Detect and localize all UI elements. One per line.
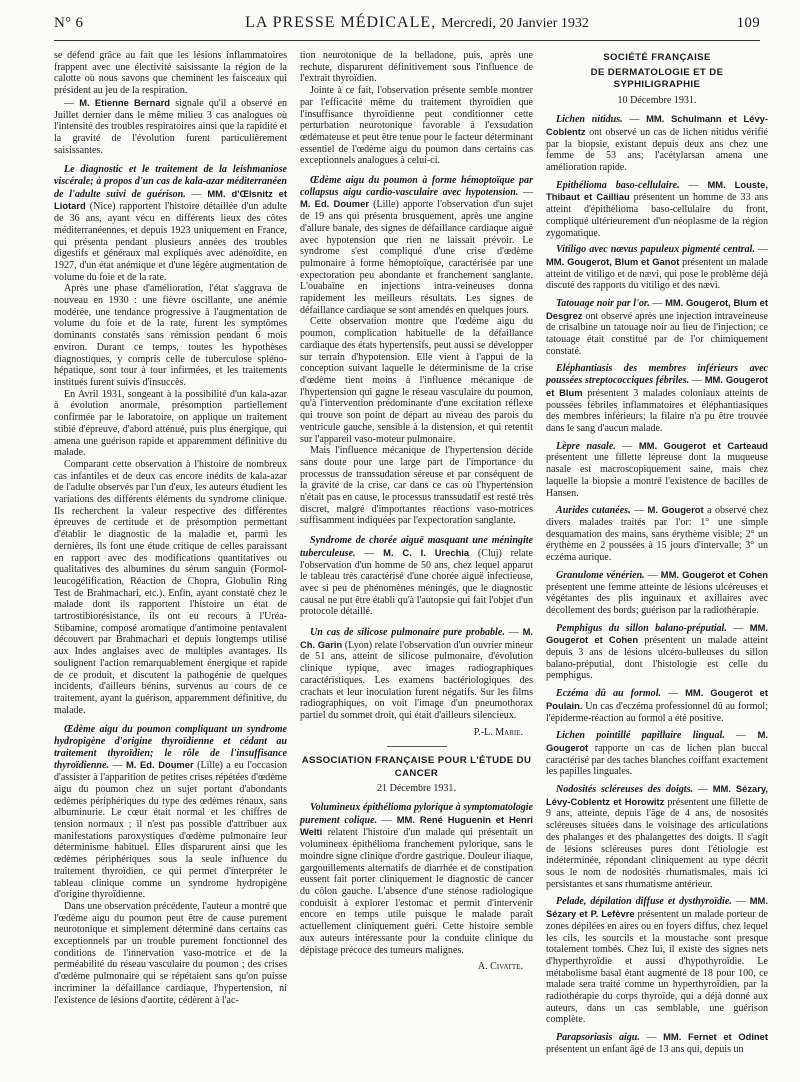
communication-title: Pelade, dépilation diffuse et dysthyroïdie. xyxy=(556,896,732,908)
paragraph-text: (Lille) apporte l'observation d'un sujet de 19 ans qui présenta brusquement, après une angine d'allure banale, des signes de défaillance cardiaque aiguë avec hypotension que rien ne laissait prévoir. Le syndrome s'est compliqué d'une crise d'œdème pulmonaire à forme hémoptoïque, caractérisée par une expectoration peu abondante et franchement sanglante. L'ouabaïne en injections intra-veineuses donna rapidement les meilleurs résultats. Les signes de défaillance cardiaque se sont amendés en quelques jours. xyxy=(300,199,533,316)
journal-title xyxy=(134,14,700,32)
paragraph-text: (Nice) rapportent l'histoire détaillée d'un adulte de 36 ans, ayant vécu en différents lieux des côtes méditerranéennes, et depuis 1923 uniquement en France, qui présenta pendant plusieurs années des troubles digestifs et généraux mal expliqués avec adénoïdite, en 1927, d'un état anémique et d'une légère augmentation de volume du foie et de la rate. xyxy=(54,201,287,283)
communication: Nodosités scléreuses des doigts. — MM. Sézary, Lévy-Coblentz et Horowitz présentent une fillette de 9 ans, atteinte, depuis l'âge de 4 ans, de nososités scléreuses situées dans le voisinage des articulations des phalanges et des phalangettes des doigts. Il s'agit de lésions scléreuses pures dont l'étiologie est indéterminée, répondant cliniquement au type décrit sous le nom de nodosités rhumatismales, mais ici persistantes et sans rhumatisme antérieur. xyxy=(546,783,769,890)
paragraph-text: présentent 3 malades coloniaux atteints de poussées fébriles inflammatoires et éléphantiasiques des membres inférieurs; la filaire n'a pu être trouvée dans le sang d'aucun malade. xyxy=(546,387,769,435)
communication-title: Nodosités scléreuses des doigts. xyxy=(556,784,693,796)
paragraph: En Avril 1931, songeant à la possibilité d'un kala-azar à évolution anormale, présomption partiellement confirmée par le laboratoire, on applique un traitement stibié d'épreuve, d'abord atténué, puis plus énergique, qui amena une guérison rapide et apparemment définitive du malade. xyxy=(54,388,287,459)
communication-title: Œdème aigu du poumon compliquant un syndrome hydropigène d'origine thyroïdienne et cédant au traitement thyroïdien; le rôle de l'insuffisance thyroïdienne. xyxy=(54,724,287,772)
author-names: M. Gougerot xyxy=(647,504,704,516)
section-date: 10 Décembre 1931. xyxy=(617,94,697,106)
paragraph-text: présentent un malade porteur de zones dépilées en aires ou en foyers diffus, chez lequel les cils, les sourcils et la moustache sont presque totalement tombés. Chez lui, il existe des signes nets d'hyperthyroïdie et aussi d'hypothyroïdie. Le métabolisme basal étant augmenté de 18 pour 100, ce malade sera traité comme un hyperthyroïdien, par la radiothérapie du corps thyroïde, qui a déjà donné aux auteurs, dans un cas semblable, une guérison complète. xyxy=(546,909,768,1026)
journal-name: LA PRESSE MÉDICALE, xyxy=(245,14,437,31)
author-names: MM. Louste, Thibaut et Cailliau xyxy=(546,178,768,203)
communication-title: Syndrome de chorée aiguë masquant une méningite tuberculeuse. xyxy=(300,535,533,559)
author-names: M. Ed. Doumer xyxy=(126,759,194,771)
communication: Granulome vénérien. — MM. Gougerot et Cohen présentent une femme atteinte de lésions ulcéreuses et végétantes des plis inguinaux et axillaires avec décollement des bords; guérison par la radiothérapie. xyxy=(546,568,768,616)
author-names: M. Ed. Doumer xyxy=(300,198,369,210)
communication: Parapsoriasis aigu. — MM. Fernet et Odinet présentent un enfant âgé de 13 ans qui, depuis un xyxy=(546,1031,768,1055)
communication: Le diagnostic et le traitement de la leishmaniose viscérale; à propos d'un cas de kala-azar méditerranéen de l'adulte suivi de guérison. — MM. d'Œlsnitz et Liotard (Nice) rapportent l'histoire détaillée d'un adulte de 36 ans, ayant vécu en différents lieux des côtes méditerranéennes, et depuis 1923 uniquement en France, qui présenta pendant plusieurs années des troubles digestifs et généraux mal expliqués avec adénoïdite, en 1927, d'un état anémique et d'une légère augmentation de volume du foie et de la rate. xyxy=(54,164,287,283)
author-names: MM. Sézary, Lévy-Coblentz et Horowitz xyxy=(546,783,769,807)
communication: Aurides cutanées. — M. Gougerot a observé chez divers malades traités par l'or: 1° une simple desquamation des mains, sans érythème visible; 2° un érythème en 2 poussées à 15 jours d'intervalle; 3° un eczéma aurique. xyxy=(546,504,769,564)
paragraph: tion neurotonique de la belladone, puis, après une rechute, disparurent définitivement sous l'influence de l'extrait thyroïdien. xyxy=(300,50,533,85)
communication-title: Granulome vénérien. xyxy=(556,569,645,581)
communication: Syndrome de chorée aiguë masquant une méningite tuberculeuse. — M. C. I. Urechia (Cluj) relate l'observation d'un homme de 50 ans, chez lequel apparut le tableau très caractérisé d'une chorée aiguë infectieuse, avec si peu de phénomènes méningés, que le diagnostic causal ne put être établi qu'à l'autopsie qui fait l'objet d'un protocole détaillé. xyxy=(300,535,533,618)
communication-title: Eczéma dû au formol. xyxy=(556,688,662,700)
paragraph-text: présentent un enfant âgé de 13 ans qui, depuis un xyxy=(546,1043,744,1055)
paragraph-text: (Lille) a eu l'occasion d'assister à l'apparition de petites crises répétées d'œdème aigu du poumon chez un sujet portant d'abondants œdèmes périphériques du type des œdèmes rénaux, sans albuminurie. Le cœur était normal et les chiffres de tension normaux ; il n'est pas possible d'attribuer aux manifestations paroxystiques d'œdème pulmonaire leur déterminisme habituel. Elles disparurent ainsi que les œdèmes périphériques sous la seule influence du traitement thyroïdien, ce qui permet d'interpréter le tableau clinique comme un syndrome hydropigène d'origine thyroïdienne. xyxy=(54,760,287,901)
communication: Volumineux épithélioma pylorique à symptomatologie purement colique. — MM. René Huguenin et Henri Welti relatent l'histoire d'un malade qui présentait un volumineux épithélioma franchement pylorique, sans le moindre signe clinique d'ordre gastrique. Douleur iliaque, gargouillements alternatifs de diarrhée et de constipation eussent fait porter cliniquement le diagnostic de cancer du côlon gauche. L'absence d'une sténose radiologique conduisit à explorer l'estomac et permit d'intervenir encore en temps utile puisque le malade paraît actuellement cliniquement guéri. Cette histoire semble aux auteurs intéressante pour la conduite clinique du dépistage précoce des tumeurs malignes. xyxy=(300,802,534,956)
communication-title: Epithélioma baso-cellulaire. xyxy=(556,179,680,191)
paragraph-text: (Cluj) relate l'observation d'un homme de 50 ans, chez lequel apparut le tableau très caractérisé d'une chorée aiguë infectieuse, avec si peu de phénomènes méningés, que le diagnostic causal ne put être établi qu'à l'autopsie qui fait l'objet d'un protocole détaillé. xyxy=(300,547,533,618)
author-names: MM. Sézary et P. Lefèvre xyxy=(546,895,768,920)
section-heading: SOCIÉTÉ FRANÇAISE xyxy=(603,52,711,63)
paragraph-text: ont observé un cas de lichen nitidus vérifié par la biopsie, existant depuis deux ans chez une femme de 53 ans; l'acétylarsan amena une amélioration rapide. xyxy=(546,126,768,174)
communication-title: Tatouage noir par l'or. xyxy=(556,298,650,310)
paragraph: Mais l'influence mécanique de l'hypertension décide sans doute pour une large part de l'importance du processus de transsudation séreuse et par conséquent de la gravité de la crise, car dans ce cas où l'hypertension n'était pas en cause, le processus transsudatif est resté très discret, malgré d'importantes réactions vaso-motrices suffisamment indiquées par l'expectoration sanglante. xyxy=(300,445,533,527)
column-left xyxy=(54,50,287,1006)
author-names: MM. Gougerot, Blum et Desgrez xyxy=(546,297,768,321)
author-names: M. C. I. Urechia xyxy=(383,546,470,558)
paragraph-text: présentent un malade atteint depuis 3 ans de lésions ulcéro-bulleuses du sillon balano-préputial, dont l'histologie est celle du pemphigus. xyxy=(546,635,768,682)
paragraph-text: relatent l'histoire d'un malade qui présentait un volumineux épithélioma franchement pylorique, sans le moindre signe clinique d'ordre gastrique. Douleur iliaque, gargouillements alternatifs de diarrhée et de constipation eussent fait porter cliniquement le diagnostic de cancer du côlon gauche. L'absence d'une sténose radiologique conduisit à explorer l'estomac et permit d'intervenir encore en temps utile puisque le malade paraît actuellement cliniquement guéri. Cette histoire semble aux auteurs intéressante pour la conduite clinique du dépistage précoce des tumeurs malignes. xyxy=(300,827,534,956)
paragraph-text: signale qu'il a observé en Juillet dernier dans le même milieu 3 cas analogues où l'intensité des troubles respiratoires ainsi que la rapidité et la gravité de l'évolution furent particulièrement saisissantes. xyxy=(54,97,288,156)
communication: Pelade, dépilation diffuse et dysthyroïdie. — MM. Sézary et P. Lefèvre présentent un malade porteur de zones dépilées en aires ou en foyers diffus, chez lequel les cils, les sourcils et la moustache sont presque totalement tombés. Chez lui, il existe des signes nets d'hyperthyroïdie et aussi d'hypothyroïdie. Le métabolisme basal étant augmenté de 18 pour 100, ce malade sera traité comme un hyperthyroïdien, par la radiothérapie du corps thyroïde, qui a déjà donné aux auteurs, dans un cas semblable, une guérison complète. xyxy=(546,895,768,1026)
issue-number: N° 6 xyxy=(54,15,84,31)
communication: Eléphantiasis des membres inférieurs avec poussées streptococciques fébriles. — MM. Gougerot et Blum présentent 3 malades coloniaux atteints de poussées fébriles inflammatoires et éléphantiasiques des membres inférieurs; la filaire n'a pu être trouvée dans le sang d'aucun malade. xyxy=(546,362,769,435)
communication-title: Aurides cutanées. xyxy=(556,505,631,517)
section-heading: ASSOCIATION FRANÇAISE POUR L'ÉTUDE DU CANCER xyxy=(301,755,532,779)
communication: Œdème aigu du poumon à forme hémoptoïque par collapsus aigu cardio-vasculaire avec hypotension. — M. Ed. Doumer (Lille) apporte l'observation d'un sujet de 19 ans qui présenta brusquement, après une angine d'allure banale, des signes de défaillance cardiaque aiguë avec hypotension que rien ne laissait prévoir. Le syndrome s'est compliqué d'une crise d'œdème pulmonaire à forme hémoptoïque, caractérisée par une expectoration peu abondante et franchement sanglante. L'ouabaïne en injections intra-veineuses donna rapidement les meilleurs résultats. Les signes de défaillance cardiaque se sont amendés en quelques jours. xyxy=(300,175,533,316)
author-names: MM. d'Œlsnitz et Liotard xyxy=(54,187,287,212)
paragraph: Dans une observation précédente, l'auteur a montré que l'œdème aigu du poumon peut être de cause purement neurotonique et simplement déterminé dans certains cas exceptionnels par un trouble purement fonctionnel des conditions de l'innervation vaso-motrice et de la perméabilité du réseau vasculaire du poumon ; des crises d'œdème pulmonaire qui se répétaient sans qu'on puisse incriminer la défaillance cardiaque, l'hypertension, ni l'existence de lésions d'aortite, cédèrent à l'ac- xyxy=(54,900,287,1006)
communication: Œdème aigu du poumon compliquant un syndrome hydropigène d'origine thyroïdienne et cédant au traitement thyroïdien; le rôle de l'insuffisance thyroïdienne. — M. Ed. Doumer (Lille) a eu l'occasion d'assister à l'apparition de petites crises répétées d'œdème aigu du poumon chez un sujet portant d'abondants œdèmes périphériques du type des œdèmes rénaux, sans albuminurie. Le cœur était normal et les chiffres de tension normaux ; il n'est pas possible d'attribuer aux manifestations paroxystiques d'œdème pulmonaire leur déterminisme habituel. Elles disparurent ainsi que les œdèmes périphériques sous la seule influence du traitement thyroïdien, ce qui permet d'interpréter le tableau clinique comme un syndrome hydropigène d'origine thyroïdienne. xyxy=(54,724,287,901)
author-names: M. Gougerot xyxy=(546,729,768,753)
communication: Eczéma dû au formol. — MM. Gougerot et Poulain. Un cas d'eczéma professionnel dû au formol; l'épiderme-réaction au formol a été positive. xyxy=(546,687,769,724)
communication-title: Lèpre nasale. xyxy=(556,440,616,452)
communication: Epithélioma baso-cellulaire. — MM. Louste, Thibaut et Cailliau présentent un homme de 33 ans atteint d'épithélioma baso-cellulaire du front, compliqué ultérieurement d'un néoplasme de la région zygomatique. xyxy=(546,178,768,239)
paragraph: Comparant cette observation à l'histoire de nombreux cas infantiles et de deux cas encore inédits de kala-azar de l'adulte observés par l'un d'eux, les auteurs étudient les variations des différents éléments du syndrome clinique. Ils recherchent la valeur respective des différentes épreuves de certitude et de présomption permettant d'établir le diagnostic de la maladie et, parmi les dernières, ils font une étude critique de celles paraissant en rapport avec des modifications quantitatives ou qualitatives des albumines du sérum sanguin (Formol-leucogélification, Réaction de Chopra, Globulin Ring Test de Brahmachari, etc.). Enfin, ayant constaté chez le malade dont ils rapportent l'histoire un état de tartrostibiorésistance, ils ont eu recours à l'Uréa-Stibamine, composé aromatique d'antimoine pentavalent découvert par Brahmachari et depuis longtemps utilisé aux Indes anglaises avec de multiples avantages. Ils soulignent l'action remarquablement énergique et rapide de ce produit, et discutent la pathogénie de quelques incidents, d'ailleurs bénins, survenus au cours de ce traitement, ayant la guérison, apparemment définitive, du malade. xyxy=(54,458,287,716)
paragraph-text: (Lyon) relate l'observation d'un ouvrier mineur de 51 ans, atteint de silicose pulmonaire, d'évolution clinique typique, avec images radiographiques caractéristiques. Les examens bactériologiques des crachats et leur inoculation furent négatifs. Sur les films radiographiques, on voit l'image d'un pneumothorax partiel du sommet droit, qui était d'ailleurs silencieux. xyxy=(300,639,533,721)
author-names: MM. Gougerot, Blum et Ganot xyxy=(546,255,680,267)
author-names: MM. Gougerot et Poulain. xyxy=(546,687,769,711)
author-names: MM. René Huguenin et Henri Welti xyxy=(300,813,533,838)
page-number: 109 xyxy=(736,15,760,31)
communication: Lichen pointillé papillaire lingual. — M. Gougerot rapporte un cas de lichen plan buccal caractérisé par des taches blanches coiffant exactement les papilles linguales. xyxy=(546,729,768,778)
paragraph-text: présentent une femme atteinte de lésions ulcéreuses et végétantes des plis inguinaux et axillaires avec décollement des bords; guérison par la radiothérapie. xyxy=(546,581,768,616)
paragraph-text: rapporte un cas de lichen plan buccal caractérisé par des taches blanches coiffant exactement les papilles linguales. xyxy=(546,742,768,778)
communication: Tatouage noir par l'or. — MM. Gougerot, Blum et Desgrez ont observé après une injection intraveineuse de crisalbine un tatouage noir au lieu de l'injection; ce tatouage était constitué par de l'or chimiquement constaté. xyxy=(546,297,769,357)
communication-title: Eléphantiasis des membres inférieurs avec poussées streptococciques fébriles. xyxy=(546,362,768,387)
signature: A. Civatte. xyxy=(477,961,523,973)
communication: Lichen nitidus. — MM. Schulmann et Lévy-Coblentz ont observé un cas de lichen nitidus vérifié par la biopsie, existant depuis deux ans chez une femme de 53 ans; l'acétylarsan amena une amélioration rapide. xyxy=(546,113,768,174)
author-names: MM. Gougerot et Cohen xyxy=(660,568,768,580)
author-names: M. Ch. Garin xyxy=(300,626,533,650)
author-names: M. Etienne Bernard xyxy=(79,96,171,108)
author-names: MM. Gougerot et Cohen xyxy=(546,621,768,646)
communication-title: Le diagnostic et le traitement de la leishmaniose viscérale; à propos d'un cas de kala-azar méditerranéen de l'adulte suivi de guérison. xyxy=(54,164,287,200)
paragraph-text: présentent une fillette lépreuse dont la muqueuse nasale est macroscopiquement saine, mais chez laquelle la biopsie a montré l'existence de bacilles de Hansen. xyxy=(546,452,768,499)
communication: Pemphigus du sillon balano-préputial. — MM. Gougerot et Cohen présentent un malade atteint depuis 3 ans de lésions ulcéro-bulleuses du sillon balano-préputial, dont l'histologie est celle du pemphigus. xyxy=(546,621,768,682)
author-names: MM. Gougerot et Blum xyxy=(546,374,769,398)
section-heading: DE DERMATOLOGIE ET DE SYPHILIGRAPHIE xyxy=(590,66,724,90)
section-divider xyxy=(387,746,447,747)
column-right xyxy=(546,50,768,1056)
paragraph: Après une phase d'amélioration, l'état s'aggrava de nouveau en 1930 : une fièvre oscillante, une anémie modérée, une tendance progressive à l'augmentation de volume du foie et de la rate, furent les symptômes dominants constatés sans rémission pendant 6 mois environ. Durant ce temps, toutes les hypothèses diagnostiques, y compris celle de tuberculose spléno-hépatique, sont tour à tour infirmées, et les traitements institués furent suivis d'insuccès. xyxy=(54,283,287,388)
section-date: 21 Décembre 1931. xyxy=(377,783,456,795)
communication-title: Pemphigus du sillon balano-préputial. xyxy=(556,622,727,634)
paragraph-text: présentent un homme de 33 ans atteint d'épithélioma baso-cellulaire du front, compliqué ultérieurement d'un néoplasme de la région zygomatique. xyxy=(546,192,768,239)
communication-title: Un cas de silicose pulmonaire pure probable. xyxy=(310,627,505,639)
communication: Vitiligo avec nævus papuleux pigmenté central. — MM. Gougerot, Blum et Ganot présentent un malade atteint de vitiligo et de nævi, qui pose le problème déjà discuté des rapports du vitiligo et des nævi. xyxy=(546,244,769,292)
issue-date: Mercredi, 20 Janvier 1932 xyxy=(441,16,589,31)
paragraph-text: Un cas d'eczéma professionnel dû au formol; l'épiderme-réaction au formol a été positive. xyxy=(546,700,768,724)
communication-title: Volumineux épithélioma pylorique à symptomatologie purement colique. xyxy=(300,802,533,826)
communication-title: Vitiligo avec nævus papuleux pigmenté central. xyxy=(556,244,755,256)
communication-title: Lichen nitidus. xyxy=(556,114,623,126)
author-names: MM. Schulmann et Lévy-Coblentz xyxy=(546,113,768,137)
paragraph: se défend grâce au fait que les lésions inflammatoires frappent avec une électivité saisissante la région de la calotte où nous savons que cheminent les faisceaux qui président au jeu de la respiration. xyxy=(54,50,287,97)
signature: P.-L. Marie. xyxy=(473,726,523,738)
running-header xyxy=(54,14,760,41)
paragraph: Cette observation montre que l'œdème aigu du poumon, complication habituelle de la défaillance cardiaque des états hypertensifs, peut aussi se développer sur terrain d'hypotension. Elle vient à l'appui de la conception suivant laquelle le déterminisme de la crise d'œdème tient moins à l'influence mécanique de l'hypertension qui gagne le réseau vasculaire du poumon, qu'à l'intervention prédominante d'une excitation réflexe qui trouve son point de départ au niveau des parois du ventricule gauche, sensible à la distension, et qui retentit sur l'appareil vaso-moteur pulmonaire. xyxy=(300,316,533,445)
author-names: MM. Fernet et Odinet xyxy=(663,1031,768,1043)
paragraph: Jointe à ce fait, l'observation présente semble montrer par l'efficacité même du traitement thyroïdien que l'insuffisance thyroïdienne peut conditionner cette perturbation neurotonique favorable à l'exsudation œdémateuse et peut être tenue pour le facteur déterminant essentiel de l'œdème aigu du poumon dans certains cas exceptionnels analogues à celui-ci. xyxy=(300,85,533,167)
paragraph-text: présentent un malade atteint de vitiligo et de nævi, qui pose le problème déjà discuté des rapports du vitiligo et des nævi. xyxy=(546,256,768,292)
author-names: MM. Gougerot et Carteaud xyxy=(638,439,768,451)
communication-title: Lichen pointillé papillaire lingual. xyxy=(556,730,725,742)
paragraph-text: a observé chez divers malades traités par l'or: 1° une simple desquamation des mains, sans érythème visible; 2° un érythème en 2 poussées à 15 jours d'intervalle; 3° un eczéma aurique. xyxy=(546,505,769,564)
communication-title: Parapsoriasis aigu. xyxy=(556,1032,640,1044)
communication: Lèpre nasale. — MM. Gougerot et Carteaud présentent une fillette lépreuse dont la muqueuse nasale est macroscopiquement saine, mais chez laquelle la biopsie a montré l'existence de bacilles de Hansen. xyxy=(546,439,768,499)
communication: Un cas de silicose pulmonaire pure probable. — M. Ch. Garin (Lyon) relate l'observation d'un ouvrier mineur de 51 ans, atteint de silicose pulmonaire, d'évolution clinique typique, avec images radiographiques caractéristiques. Les examens bactériologiques des crachats et leur inoculation furent négatifs. Sur les films radiographiques, on voit l'image d'un pneumothorax partiel du sommet droit, qui était d'ailleurs silencieux. xyxy=(300,626,533,721)
column-middle xyxy=(300,50,533,973)
paragraph-text: ont observé après une injection intraveineuse de crisalbine un tatouage noir au lieu de l'injection; ce tatouage était constitué par de l'or chimiquement constaté. xyxy=(546,310,769,357)
paragraph-text: présentent une fillette de 9 ans, atteinte, depuis l'âge de 4 ans, de nososités scléreuses situées dans le voisinage des articulations des phalanges et des phalangettes des doigts. Il s'agit de lésions scléreuses pures dont l'étiologie est indéterminée, répondant cliniquement au type décrit sous le nom de nodosités rhumatismales, mais ici persistantes et sans rhumatisme antérieur. xyxy=(546,796,768,890)
paragraph: — M. Etienne Bernard signale qu'il a observé en Juillet dernier dans le même milieu 3 cas analogues où l'intensité des troubles respiratoires ainsi que la rapidité et la gravité de l'évolution furent particulièrement saisissantes. xyxy=(54,96,288,156)
communication-title: Œdème aigu du poumon à forme hémoptoïque par collapsus aigu cardio-vasculaire avec hypotension. xyxy=(300,175,533,198)
